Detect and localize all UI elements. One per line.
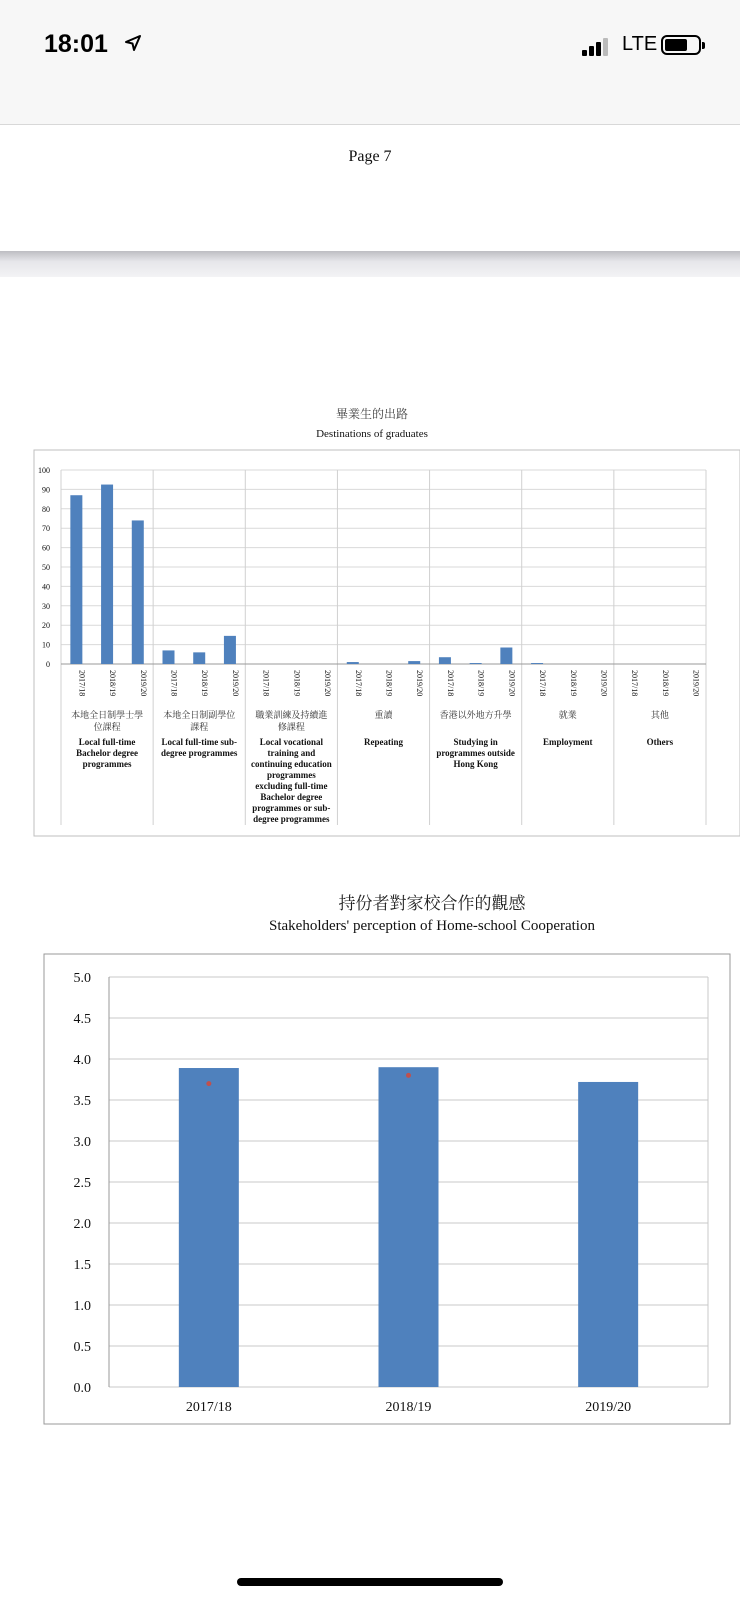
chart2-ytick-label: 3.0 [73,1135,91,1150]
page-number-label: Page 7 [348,148,392,165]
chart2-subtitle: Stakeholders' perception of Home-school Cooperation [269,918,595,934]
chart2-xtick-label: 2019/20 [585,1400,632,1415]
chart1-group-label-zh: 香港以外地方升學 [439,710,512,720]
status-time: 18:01 [44,30,108,58]
chart1-xtick-label: 2019/20 [507,670,517,697]
chart2-ytick-label: 4.5 [73,1012,91,1027]
chart2-bar [179,1068,239,1387]
chart1-xtick-label: 2019/20 [323,670,333,697]
chart1-xtick-label: 2019/20 [691,670,701,697]
chart1-xtick-label: 2017/18 [169,670,179,697]
chart1-group-label-en: training and [267,748,316,758]
chart1-xtick-label: 2018/19 [384,670,394,697]
chart2-ytick-label: 0.5 [73,1340,91,1355]
chart1-group-label-zh: 位課程 [93,722,121,732]
chart1-group-label-zh: 就業 [558,710,577,720]
chart1-group-label-en: Repeating [364,737,403,747]
chart2-bar [578,1082,638,1387]
chart1-group-label-en: programmes [82,759,132,769]
chart1-ytick-label: 80 [42,504,50,514]
chart2-ytick-label: 2.5 [73,1176,91,1191]
chart1-title: 畢業生的出路 [335,407,409,421]
chart1-xtick-label: 2017/18 [261,670,271,697]
chart1-ytick-label: 100 [38,466,50,475]
chart1-xtick-label: 2018/19 [568,670,578,697]
chart1-group-label-en: degree programmes [161,748,238,758]
chart2-xtick-label: 2018/19 [385,1400,432,1415]
chart1-group-label-en: Studying in [453,737,498,747]
chart1-xtick-label: 2019/20 [415,670,425,697]
chart1-xtick-label: 2017/18 [630,670,640,697]
chart1-ytick-label: 10 [42,640,50,650]
chart1-xtick-label: 2018/19 [476,670,486,697]
chart1-ytick-label: 20 [42,621,50,631]
chart1-xtick-label: 2018/19 [660,670,670,697]
chart1-ytick-label: 50 [42,563,50,572]
chart1-group-label-en: continuing education [250,759,332,769]
chart1-subtitle: Destinations of graduates [316,428,428,440]
chart1-xtick-label: 2019/20 [138,670,148,697]
chart1-group-label-en: programmes or sub- [252,803,331,813]
chart1-group-label-zh: 本地全日制學士學 [71,710,144,720]
chart1-xtick-label: 2017/18 [538,670,548,697]
chart1-group-label-zh: 重讀 [374,710,393,720]
chart1-group-label-en: programmes outside [436,748,515,758]
chart2-title: 持份者對家校合作的觀感 [338,894,526,913]
chart1-group-label-en: excluding full-time [255,781,328,791]
chart2-ytick-label: 2.0 [73,1217,91,1232]
chart1-group-label-en: programmes [266,770,316,780]
chart1-ytick-label: 0 [46,660,50,669]
chart1-xtick-label: 2017/18 [445,670,455,697]
chart1-group-label-en: Bachelor degree [76,748,139,758]
chart1-ytick-label: 30 [42,601,50,611]
chart1-group-label-zh: 其他 [650,710,669,720]
chart1-xtick-label: 2019/20 [599,670,609,697]
chart1-group-label-zh: 本地全日制副學位 [163,710,236,720]
chart1-group-label-en: Bachelor degree [260,792,323,802]
chart2-ytick-label: 1.5 [73,1258,91,1273]
chart1-group-label-en: Local full-time sub- [161,737,237,747]
chart2-bar [379,1067,439,1387]
chart1-xtick-label: 2017/18 [77,670,87,697]
network-type: LTE [622,33,658,55]
chart1-xtick-label: 2017/18 [353,670,363,697]
chart1-ytick-label: 90 [42,485,50,495]
chart1-group-label-en: Hong Kong [453,759,498,769]
chart2-marker [406,1073,411,1078]
chart2-marker [206,1081,211,1086]
chart1-xtick-label: 2018/19 [200,670,210,697]
chart1-group-label-en: Employment [543,737,593,747]
chart2-ytick-label: 4.0 [73,1053,91,1068]
chart1-xtick-label: 2018/19 [108,670,118,697]
chart1-xtick-label: 2019/20 [230,670,240,697]
chart1-ytick-label: 40 [42,582,50,592]
chart1-group-label-zh: 職業訓練及持續進 [255,710,328,720]
home-indicator[interactable] [237,1578,503,1586]
chart2-ytick-label: 1.0 [73,1299,91,1314]
chart1-xtick-label: 2018/19 [292,670,302,697]
chart1-group-label-en: degree programmes [253,814,330,824]
chart1-ytick-label: 60 [42,543,50,553]
chart2-ytick-label: 0.0 [73,1381,91,1396]
chart2-ytick-label: 5.0 [73,971,91,986]
chart1-group-label-en: Local vocational [259,737,323,747]
chart1-group-label-zh: 課程 [190,722,209,732]
chart2-xtick-label: 2017/18 [185,1400,232,1415]
chart1-group-label-en: Others [646,737,674,747]
chart1-group-label-zh: 修課程 [277,722,305,732]
chart1-group-label-en: Local full-time [78,737,136,747]
chart1-ytick-label: 70 [42,524,50,534]
chart2-ytick-label: 3.5 [73,1094,91,1109]
